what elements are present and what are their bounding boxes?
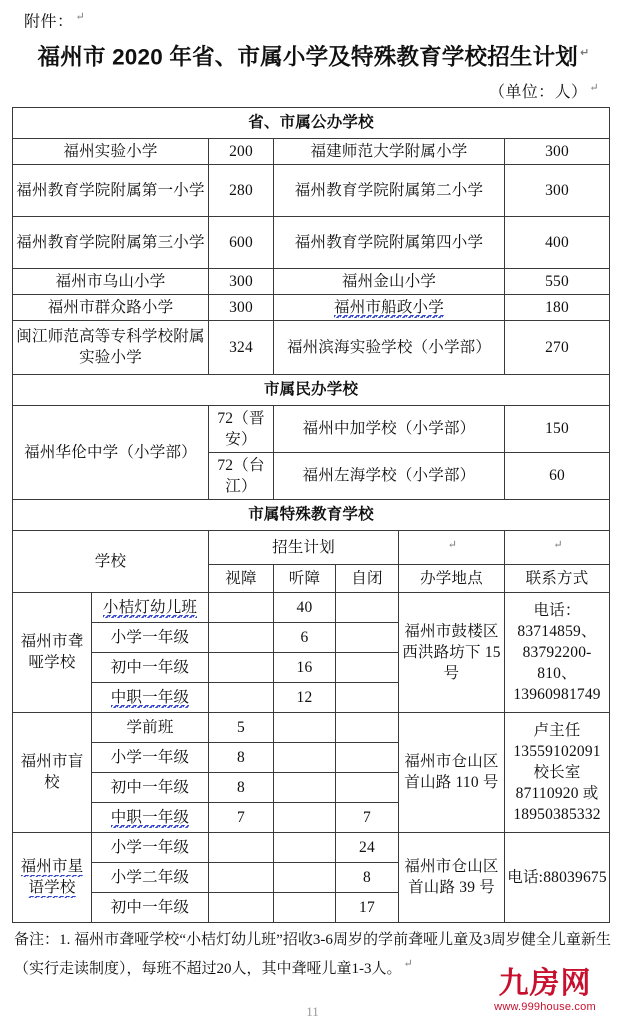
school-name-text: 福州市船政小学 [334,298,444,316]
pilcrow-mark: ↵ [75,11,86,23]
pilcrow-mark: ↵ [447,538,458,551]
column-header-autism: 自闭 [336,564,399,592]
page-title-text: 福州市 2020 年省、市属小学及特殊教育学校招生计划 [37,44,579,70]
visual-count: 8 [209,742,274,772]
visual-count: 5 [209,712,274,742]
pilcrow-mark: ↵ [589,81,599,94]
grade-cell [92,592,209,622]
autism-count [336,592,399,622]
page-title [20,38,607,73]
table-row [13,832,610,862]
autism-count: 17 [336,892,399,922]
school-name-cell: 福州滨海实验学校（小学部） [274,320,505,374]
hearing-count [274,742,336,772]
location-cell: 福州市鼓楼区西洪路坊下 15 号 [399,592,505,712]
plan-cell: 550 [505,268,610,294]
visual-count [209,862,274,892]
plan-cell: 600 [209,216,274,268]
visual-count [209,832,274,862]
grade-cell: 初中一年级 [92,892,209,922]
hearing-count: 6 [274,622,336,652]
autism-count: 8 [336,862,399,892]
school-name-cell: 福州市群众路小学 [13,294,209,320]
autism-count: 7 [336,802,399,832]
grade-cell [92,682,209,712]
visual-count [209,622,274,652]
location-cell: 福州市仓山区首山路 110 号 [399,712,505,832]
table-row [13,216,610,268]
school-name-cell [13,832,92,922]
visual-count: 7 [209,802,274,832]
hearing-count: 12 [274,682,336,712]
school-name-cell [274,294,505,320]
school-name-cell: 闽江师范高等专科学校附属实验小学 [13,320,209,374]
hearing-count [274,832,336,862]
attachment-label-text: 附件： [24,13,74,31]
autism-count [336,682,399,712]
plan-cell: 324 [209,320,274,374]
school-name-cell: 福州市乌山小学 [13,268,209,294]
column-header-location: 办学地点 [399,564,505,592]
document-page [0,6,625,1027]
table-row [13,499,610,530]
school-name-cell: 福州教育学院附属第二小学 [274,164,505,216]
plan-cell: 300 [505,164,610,216]
autism-count [336,652,399,682]
plan-cell: 150 [505,405,610,452]
visual-count [209,892,274,922]
plan-cell: 280 [209,164,274,216]
plan-cell: 72（晋安） [209,405,274,452]
section-heading-private: 市属民办学校 [13,374,610,405]
autism-count [336,712,399,742]
contact-cell: 卢主任 13559102091 校长室 87110920 或 18950385332 [505,712,610,832]
contact-cell: 电话:88039675 [505,832,610,922]
admission-plan-table [12,107,610,923]
unit-note-text: （单位：人） [488,83,588,101]
school-name-cell: 福州实验小学 [13,138,209,164]
grade-cell: 小学一年级 [92,742,209,772]
footnote-text: 备注：1. 福州市聋哑学校“小桔灯幼儿班”招收3-6周岁的学前聋哑儿童及3周岁健全儿童新生（实行走读制度），每班不超过20人，其中聋哑儿童1-3人。 [14,931,611,977]
table-row [13,374,610,405]
hearing-count: 16 [274,652,336,682]
autism-count [336,622,399,652]
pilcrow-mark: ↵ [580,47,590,60]
hearing-count [274,712,336,742]
page-number: 11 [306,1004,319,1019]
school-name-cell-merged: 福州华伦中学（小学部） [13,405,209,499]
table-row [13,294,610,320]
grade-cell: 初中一年级 [92,652,209,682]
table-row [13,268,610,294]
grade-label: 小桔灯幼儿班 [102,598,198,616]
column-header-location-top [399,530,505,564]
school-name-cell: 福州左海学校（小学部） [274,452,505,499]
grade-cell: 初中一年级 [92,772,209,802]
school-name-cell: 福州教育学院附属第三小学 [13,216,209,268]
plan-cell: 60 [505,452,610,499]
table-row [13,592,610,622]
school-name-text: 福州市星语学校 [20,858,84,897]
plan-cell: 300 [505,138,610,164]
visual-count [209,652,274,682]
plan-cell: 400 [505,216,610,268]
school-name-cell: 福州中加学校（小学部） [274,405,505,452]
table-row [13,138,610,164]
column-header-school: 学校 [13,530,209,592]
grade-cell: 小学一年级 [92,622,209,652]
watermark-url: www.999house.com [494,1001,596,1013]
hearing-count [274,892,336,922]
plan-cell: 72（台江） [209,452,274,499]
grade-label: 中职一年级 [110,688,190,706]
grade-cell [92,802,209,832]
column-header-hearing: 听障 [274,564,336,592]
grade-label: 中职一年级 [110,808,190,826]
table-row [13,530,610,564]
column-header-plan: 招生计划 [209,530,399,564]
location-cell: 福州市仓山区首山路 39 号 [399,832,505,922]
plan-cell: 270 [505,320,610,374]
school-name-cell: 福州教育学院附属第一小学 [13,164,209,216]
plan-cell: 200 [209,138,274,164]
visual-count [209,592,274,622]
table-row [13,164,610,216]
pilcrow-mark: ↵ [403,957,413,970]
autism-count [336,742,399,772]
hearing-count: 40 [274,592,336,622]
hearing-count [274,772,336,802]
grade-cell: 小学一年级 [92,832,209,862]
school-name-cell: 福州市聋哑学校 [13,592,92,712]
plan-cell: 180 [505,294,610,320]
school-name-cell: 福州金山小学 [274,268,505,294]
unit-note [10,79,599,102]
plan-cell: 300 [209,294,274,320]
hearing-count [274,802,336,832]
table-row [13,107,610,138]
visual-count [209,682,274,712]
table-row [13,405,610,452]
attachment-label [24,6,615,33]
grade-cell: 小学二年级 [92,862,209,892]
school-name-cell: 福建师范大学附属小学 [274,138,505,164]
contact-cell: 电话：83714859、83792200-810、13960981749 [505,592,610,712]
column-header-contact-top [505,530,610,564]
column-header-contact: 联系方式 [505,564,610,592]
plan-cell: 300 [209,268,274,294]
autism-count: 24 [336,832,399,862]
section-heading-special: 市属特殊教育学校 [13,499,610,530]
autism-count [336,772,399,802]
grade-cell: 学前班 [92,712,209,742]
school-name-cell: 福州教育学院附属第四小学 [274,216,505,268]
pilcrow-mark: ↵ [553,538,563,551]
table-row [13,320,610,374]
section-heading-public: 省、市属公办学校 [13,107,610,138]
hearing-count [274,862,336,892]
school-name-cell: 福州市盲校 [13,712,92,832]
table-row [13,712,610,742]
watermark-logo: 九房网 [498,967,592,1000]
visual-count: 8 [209,772,274,802]
column-header-visual: 视障 [209,564,274,592]
